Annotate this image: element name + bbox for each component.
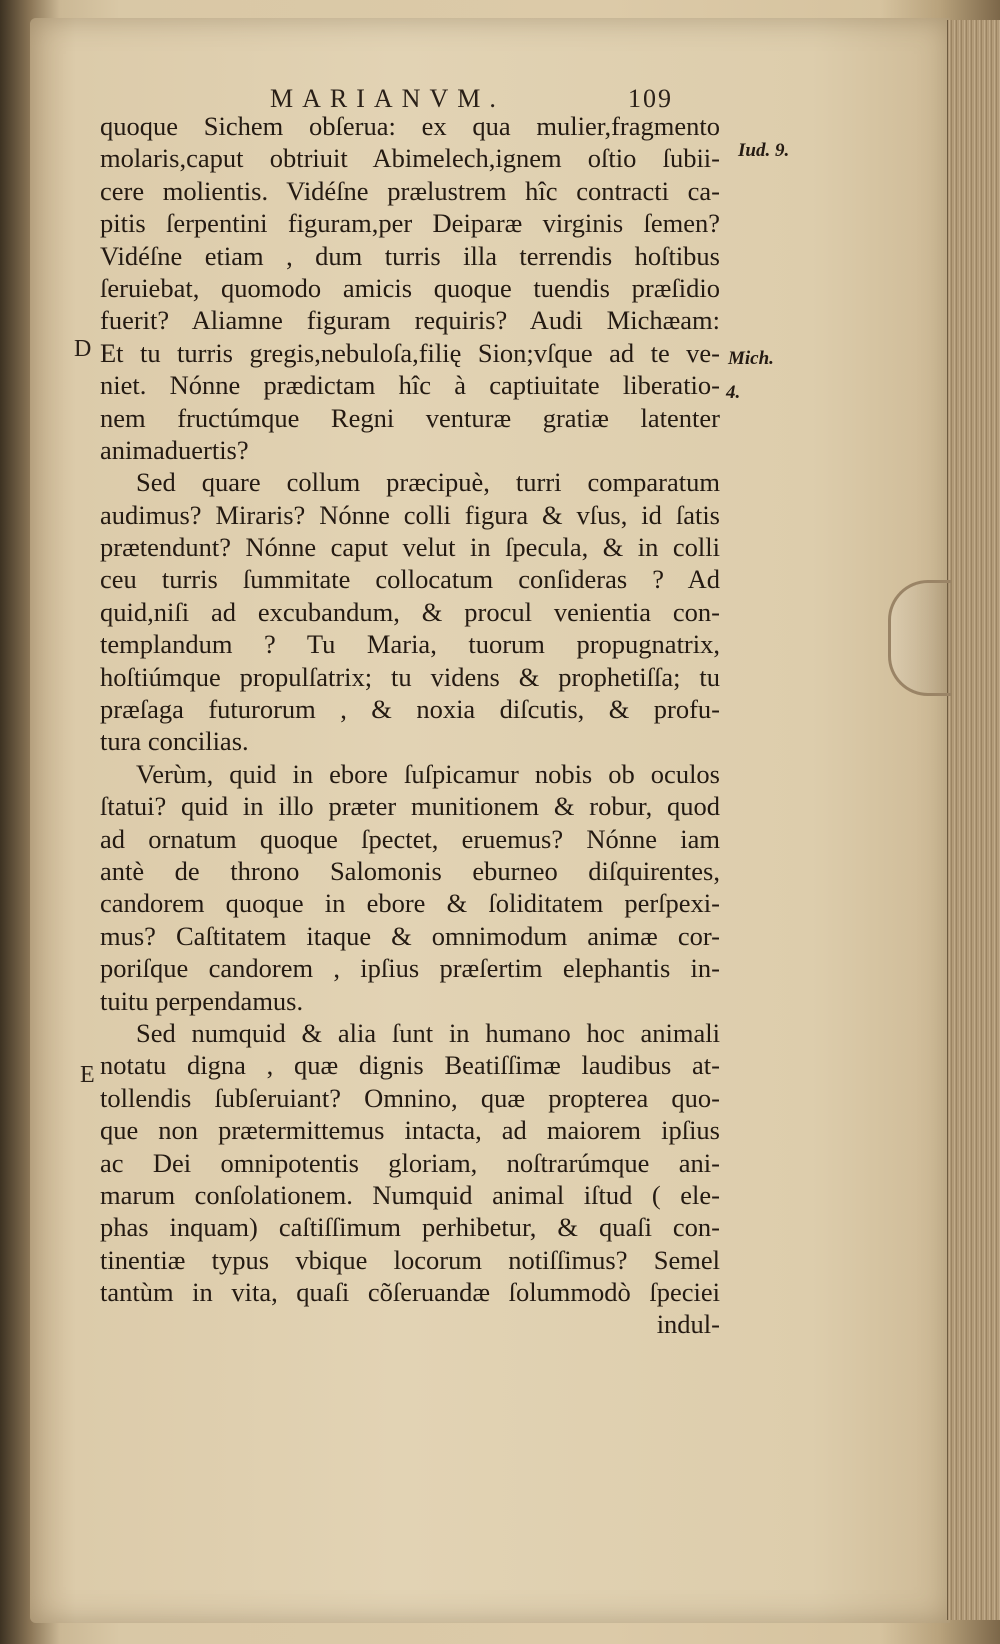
marginal-note-iud: Iud. 9. [738, 140, 790, 161]
text-line: hoſtiúmque propulſatrix; tu videns & prophetiſſa; tu [100, 661, 720, 692]
text-line: quoque Sichem obſerua: ex qua mulier,fragmento [100, 111, 720, 141]
text-line: tura concilias. [100, 726, 249, 757]
text-line: ſeruiebat, quomodo amicis quoque tuendis præſidio [100, 272, 720, 303]
text-line: animaduertis? [100, 434, 249, 465]
text-line: poriſque candorem , ipſius præſertim elephantis in- [100, 953, 720, 984]
text-line: tinentiæ typus vbique locorum notiſſimus? Semel [100, 1244, 720, 1275]
text-line: antè de throno Salomonis eburneo diſquirentes, [100, 855, 720, 886]
text-line: notatu digna , quæ dignis Beatiſſimæ laudibus at- [100, 1050, 720, 1081]
text-line: quid,niſi ad excubandum, & procul venientia con- [100, 596, 720, 627]
catchword: indul- [656, 1309, 720, 1340]
page-number: 109 [628, 84, 673, 113]
marginal-note-chapter: 4. [726, 382, 741, 403]
page-edges [947, 20, 1000, 1620]
body-text [100, 110, 720, 1341]
text-line: phas inquam) caſtiſſimum perhibetur, & quaſi con- [100, 1212, 720, 1243]
text-line: que non prætermittemus intacta, ad maiorem ipſius [100, 1115, 720, 1146]
text-line: mus? Caſtitatem itaque & omnimodum animæ cor- [100, 920, 720, 951]
text-line: tollendis ſubſeruiant? Omnino, quæ propterea quo- [100, 1082, 720, 1113]
text-line: fuerit? Aliamne figuram requiris? Audi Michæam: [100, 305, 720, 336]
text-line: Sed numquid & alia ſunt in humano hoc animali [136, 1017, 720, 1048]
text-line: præſaga futurorum , & noxia diſcutis, & profu- [100, 694, 720, 725]
text-line: tuitu perpendamus. [100, 985, 304, 1016]
text-line: pitis ſerpentini figuram,per Deiparæ virginis ſemen? [100, 208, 720, 239]
text-line: Sed quare collum præcipuè, turri comparatum [136, 467, 720, 498]
text-line: ſtatui? quid in illo præter munitionem & robur, quod [100, 791, 720, 822]
text-line: ac Dei omnipotentis gloriam, noſtrarúmque ani- [100, 1147, 720, 1178]
marginal-note-mich: Mich. [728, 348, 774, 369]
text-line: ad ornatum quoque ſpectet, eruemus? Nónne iam [100, 823, 720, 854]
text-line: prætendunt? Nónne caput velut in ſpecula, & in colli [100, 532, 720, 563]
section-letter-d: D [74, 336, 92, 362]
text-line: Et tu turris gregis,nebuloſa,filię Sion;vſque ad te ve- [100, 337, 720, 368]
section-letter-e: E [80, 1062, 95, 1088]
text-line: tantùm in vita, quaſi cõſeruandæ ſolummodò ſpeciei [100, 1277, 720, 1308]
text-line: niet. Nónne prædictam hîc à captiuitate liberatio- [100, 370, 720, 401]
text-line: Vidéſne etiam , dum turris illa terrendis hoſtibus [100, 240, 720, 271]
running-title: MARIANVM. [270, 84, 505, 113]
text-line: candorem quoque in ebore & ſoliditatem perſpexi- [100, 888, 720, 919]
text-line: molaris,caput obtriuit Abimelech,ignem oſtio ſubii- [100, 143, 720, 174]
text-line: nem fructúmque Regni venturæ gratiæ latenter [100, 402, 720, 433]
text-line: templandum ? Tu Maria, tuorum propugnatrix, [100, 629, 720, 660]
text-line: Verùm, quid in ebore ſuſpicamur nobis ob oculos [136, 758, 720, 789]
text-line: ceu turris ſummitate collocatum conſideras ? Ad [100, 564, 720, 595]
book-clasp [888, 580, 951, 696]
text-line: audimus? Miraris? Nónne colli figura & vſus, id ſatis [100, 499, 720, 530]
text-line: cere molientis. Vidéſne prælustrem hîc contracti ca- [100, 175, 720, 206]
text-line: marum conſolationem. Numquid animal iſtud ( ele- [100, 1179, 720, 1210]
